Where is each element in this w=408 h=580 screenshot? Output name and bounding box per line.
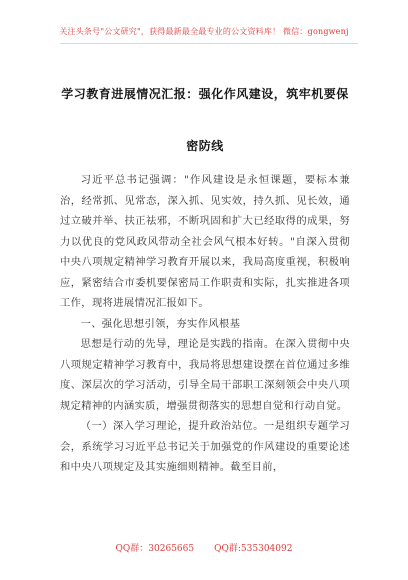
- paragraph-intro: 习近平总书记强调："作风建设是永恒课题，要标本兼治，经常抓、见常态，深入抓、见实效，持久抓、见长效，通过立破并举、扶正祛邪，不断巩固和扩大已经取得的成果，努力以优良的党风政风带动全社会风气根本好转。"自深入贯彻中央八项规定精神学习教育开展以来，我局高度重视，积极响应，紧密结合市委机要保密局工作职责和实际，扎实推进各项工作，现将进展情况汇报如下。: [60, 174, 350, 309]
- header-divider: [60, 43, 358, 44]
- footer-qq-group-1: QQ群：30265665: [115, 544, 195, 554]
- document-body: [60, 170, 350, 478]
- footer-qq-group-2: QQ群:535304092: [214, 544, 293, 554]
- document-title: 学习教育进展情况汇报：强化作风建设，筑牢机要保密防线: [61, 87, 349, 153]
- footer: [0, 541, 408, 554]
- header-banner: 关注头条号"公文研究"，获得最新最全最专业的公文资料库！ 微信：gongwenj: [59, 27, 349, 36]
- paragraph-section-1: 思想是行动的先导，理论是实践的指南。在深入贯彻中央八项规定精神学习教育中，我局将思想建设摆在首位通过多维度、深层次的学习活动，引导全局干部职工深刻领会中央八项规定精神的内涵实质，增强贯彻落实的思想自觉和行动自觉。: [60, 338, 350, 412]
- paragraph-subsection-1: （一）深入学习理论，提升政治站位。一是组织专题学习会，系统学习习近平总书记关于加强党的作风建设的重要论述和中央八项规定及其实施细则精神。截至目前，: [60, 420, 350, 473]
- section-heading-1: 一、强化思想引领，夯实作风根基: [80, 317, 241, 330]
